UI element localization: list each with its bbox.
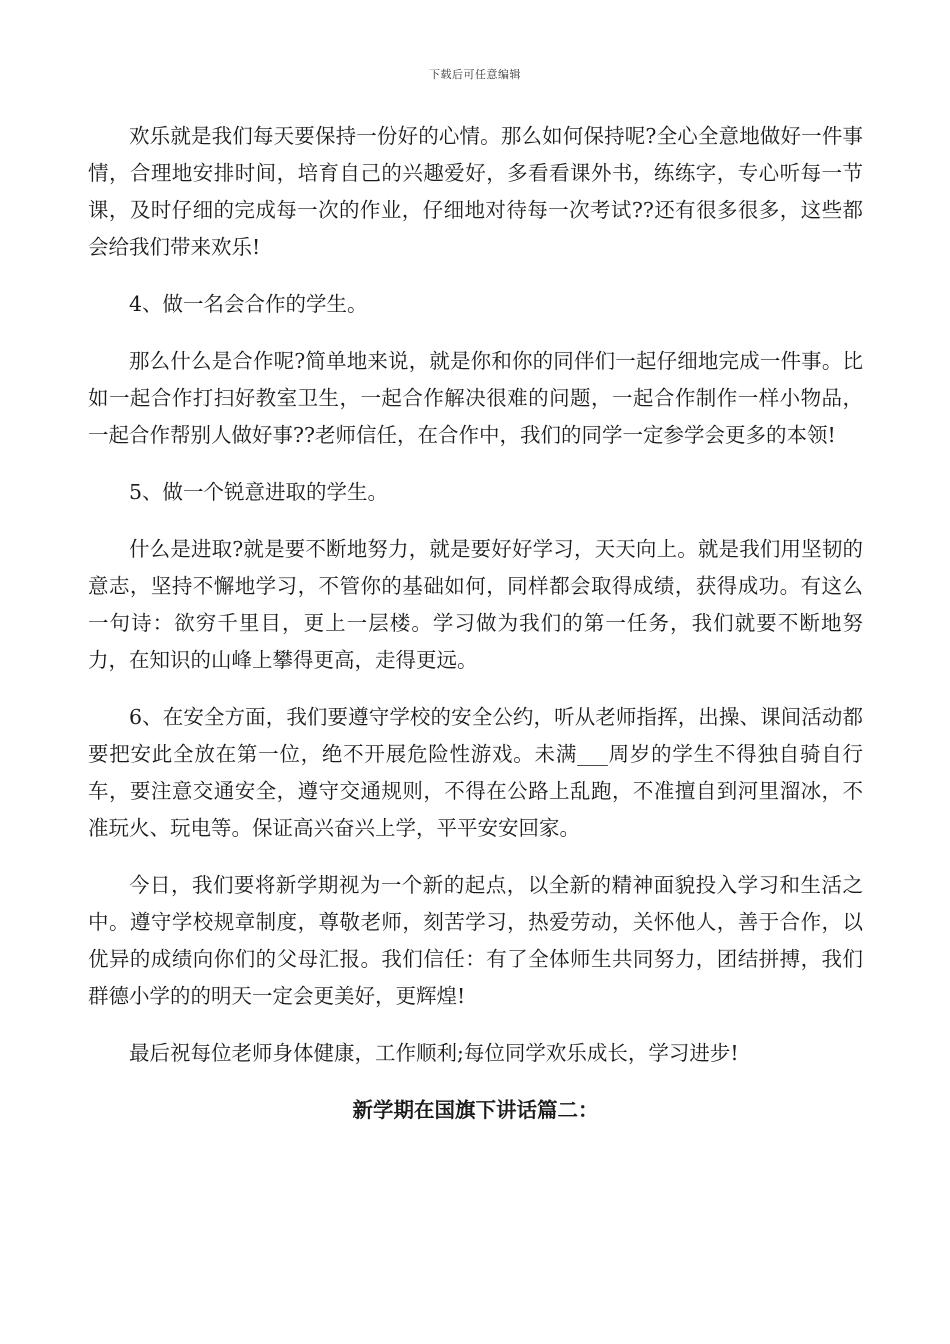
header-note: 下载后可任意编辑 [429,68,521,81]
paragraph-progress: 什么是进取?就是要不断地努力，就是要好好学习，天天向上。就是我们用坚韧的意志，坚持不懈地学习，不管你的基础如何，同样都会取得成绩，获得成功。有这么一句诗：欲穷千里目，更上一层楼。学习做为我们的第一任务，我们就要不断地努力，在知识的山峰上攀得更高，走得更远。 [88,537,863,672]
paragraph-joy: 欢乐就是我们每天要保持一份好的心情。那么如何保持呢?全心全意地做好一件事情，合理地安排时间，培育自己的兴趣爱好，多看看课外书，练练字，专心听每一节课，及时仔细的完成每一次的作业，仔细地对待每一次考试??还有很多很多，这些都会给我们带来欢乐! [88,124,863,259]
paragraph-cooperation: 那么什么是合作呢?简单地来说，就是你和你的同伴们一起仔细地完成一件事。比如一起合作打扫好教室卫生，一起合作解决很难的问题，一起合作制作一样小物品，一起合作帮别人做好事??老师信任，在合作中，我们的同学一定参学会更多的本领! [88,349,863,447]
item-5-heading: 5、做一个锐意进取的学生。 [129,480,389,504]
paragraph-closing-wishes: 最后祝每位老师身体健康，工作顺利;每位同学欢乐成长，学习进步! [129,1041,739,1065]
item-4-heading: 4、做一名会合作的学生。 [129,292,368,316]
document-body [88,118,863,1129]
paragraph-new-semester: 今日，我们要将新学期视为一个新的起点，以全新的精神面貌投入学习和生活之中。遵守学校规章制度，尊敬老师，刻苦学习，热爱劳动，关怀他人，善于合作，以优异的成绩向你们的父母汇报。我们信任：有了全体师生共同努力，团结拼搏，我们群德小学的的明天一定会更美好，更辉煌! [88,873,863,1008]
paragraph-safety: 6、在安全方面，我们要遵守学校的安全公约，听从老师指挥，出操、课间活动都要把安此全放在第一位，绝不开展危险性游戏。未满___周岁的学生不得独自骑自行车，要注意交通安全，遵守交通规则，不得在公路上乱跑，不准擅自到河里溜冰，不准玩火、玩电等。保证高兴奋兴上学，平平安安回家。 [88,705,863,840]
section-heading: 新学期在国旗下讲话篇二： [352,1098,599,1122]
